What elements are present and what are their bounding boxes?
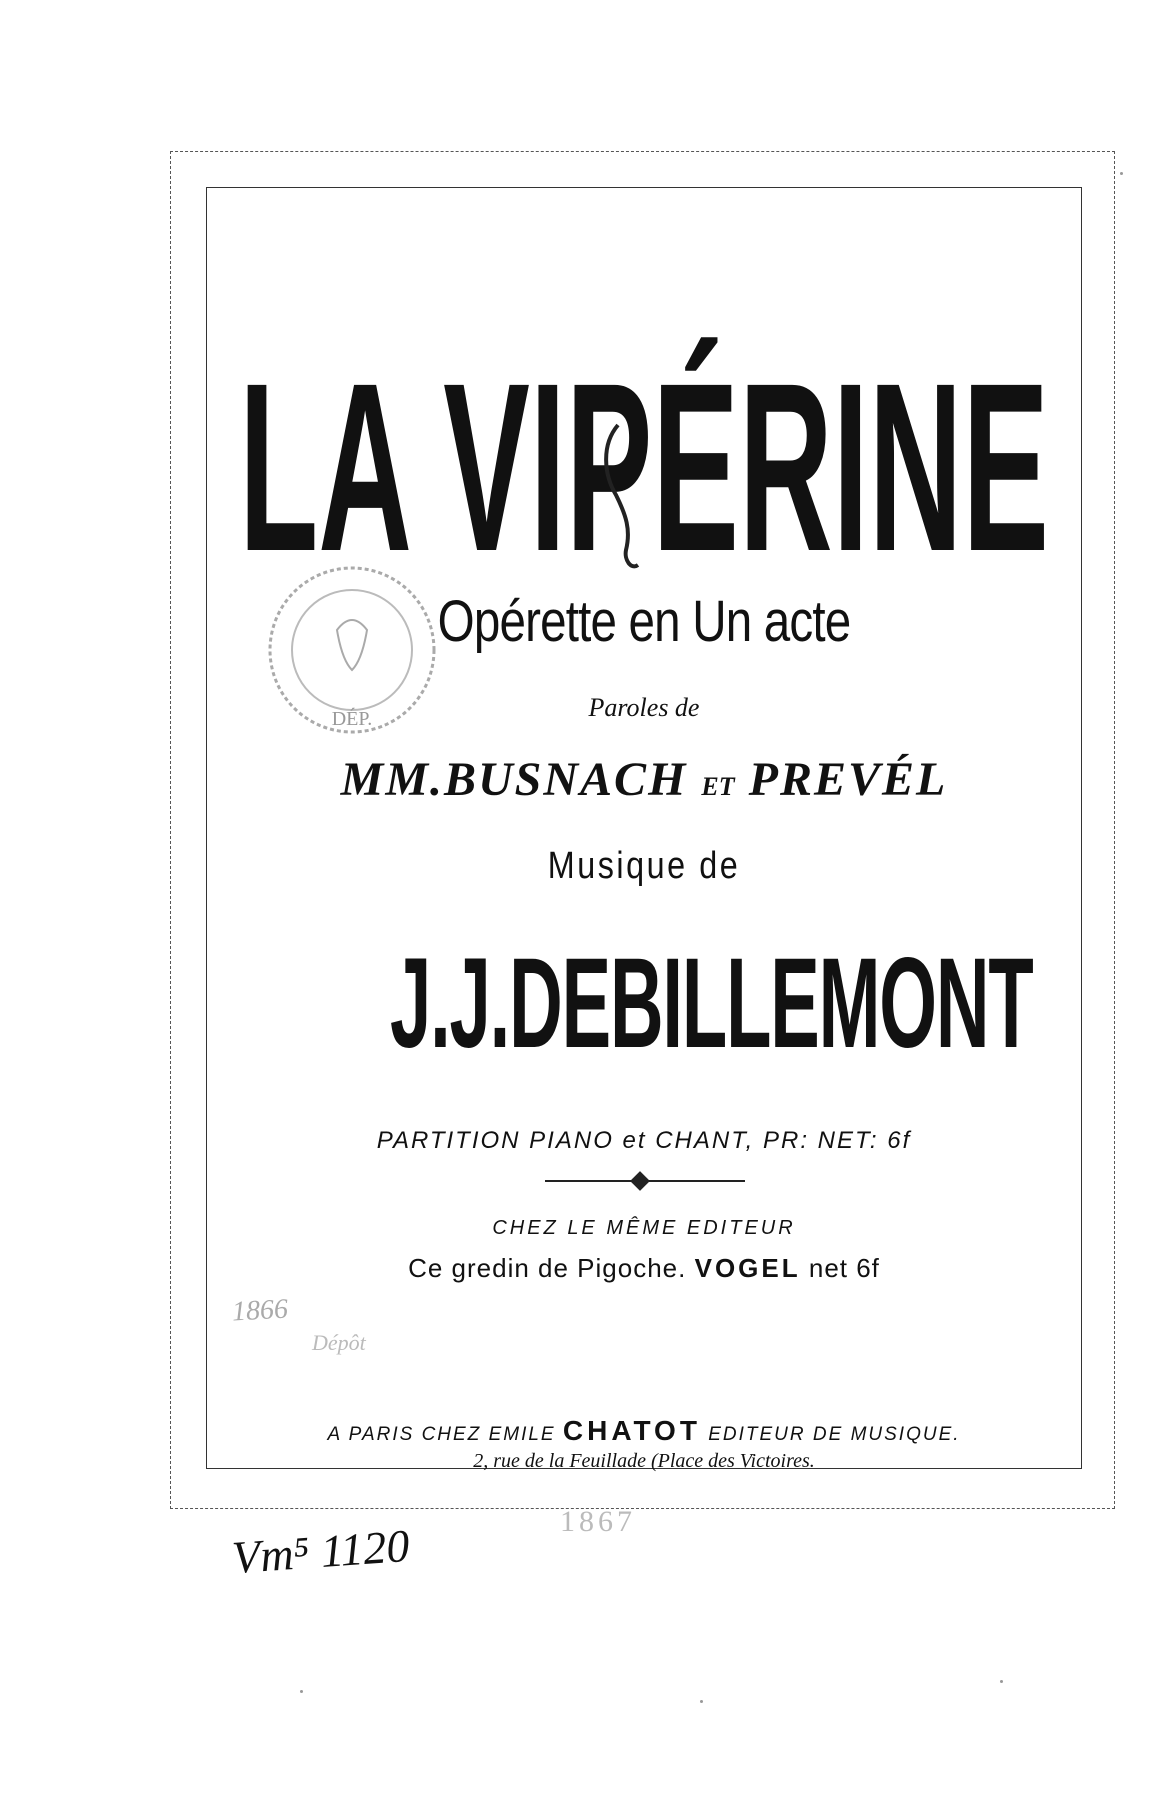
composer-name: J.J.DEBILLEMONT: [389, 932, 1033, 1075]
ornamental-divider: [545, 1180, 745, 1185]
publisher-line: [206, 1415, 1082, 1447]
other-work-composer: VOGEL: [694, 1253, 801, 1283]
same-publisher-heading: CHEZ LE MÊME EDITEUR: [492, 1217, 796, 1239]
pencil-note-2: Dépôt: [312, 1330, 366, 1355]
shelfmark: Vm⁵ 1120: [230, 1519, 411, 1584]
title-text: LA VIPÉRINE: [239, 333, 1049, 590]
speck: [700, 1700, 703, 1703]
year-stamp: 1867: [560, 1505, 636, 1538]
publisher-name: CHATOT: [562, 1415, 701, 1446]
speck: [300, 1690, 303, 1693]
partition-price: PARTITION PIANO et CHANT, PR: NET: 6f: [376, 1127, 912, 1154]
speck: [1120, 172, 1123, 175]
publisher-address: 2, rue de la Feuillade (Place des Victoires.: [473, 1450, 815, 1472]
publisher-line-left: A PARIS CHEZ EMILE: [327, 1424, 556, 1445]
librettists: [206, 752, 1082, 807]
speck: [1000, 1680, 1003, 1683]
other-work-line: [206, 1253, 1082, 1284]
publisher-line-right: EDITEUR DE MUSIQUE.: [708, 1424, 961, 1445]
pencil-note-1: 1866: [231, 1293, 289, 1328]
librettists-left: MM.BUSNACH: [340, 753, 688, 806]
librettists-et: ET: [701, 772, 735, 801]
stamp-text-bottom: DÉP.: [331, 708, 373, 730]
other-work-title: Ce gredin de Pigoche.: [408, 1253, 687, 1283]
paroles-label: Paroles de: [588, 693, 700, 722]
other-work-price: net 6f: [808, 1253, 880, 1283]
musique-label: Musique de: [547, 845, 741, 887]
subtitle: Opérette en Un acte: [437, 589, 851, 654]
librettists-right: PREVÉL: [748, 753, 948, 806]
title-lettering: [206, 230, 1082, 590]
